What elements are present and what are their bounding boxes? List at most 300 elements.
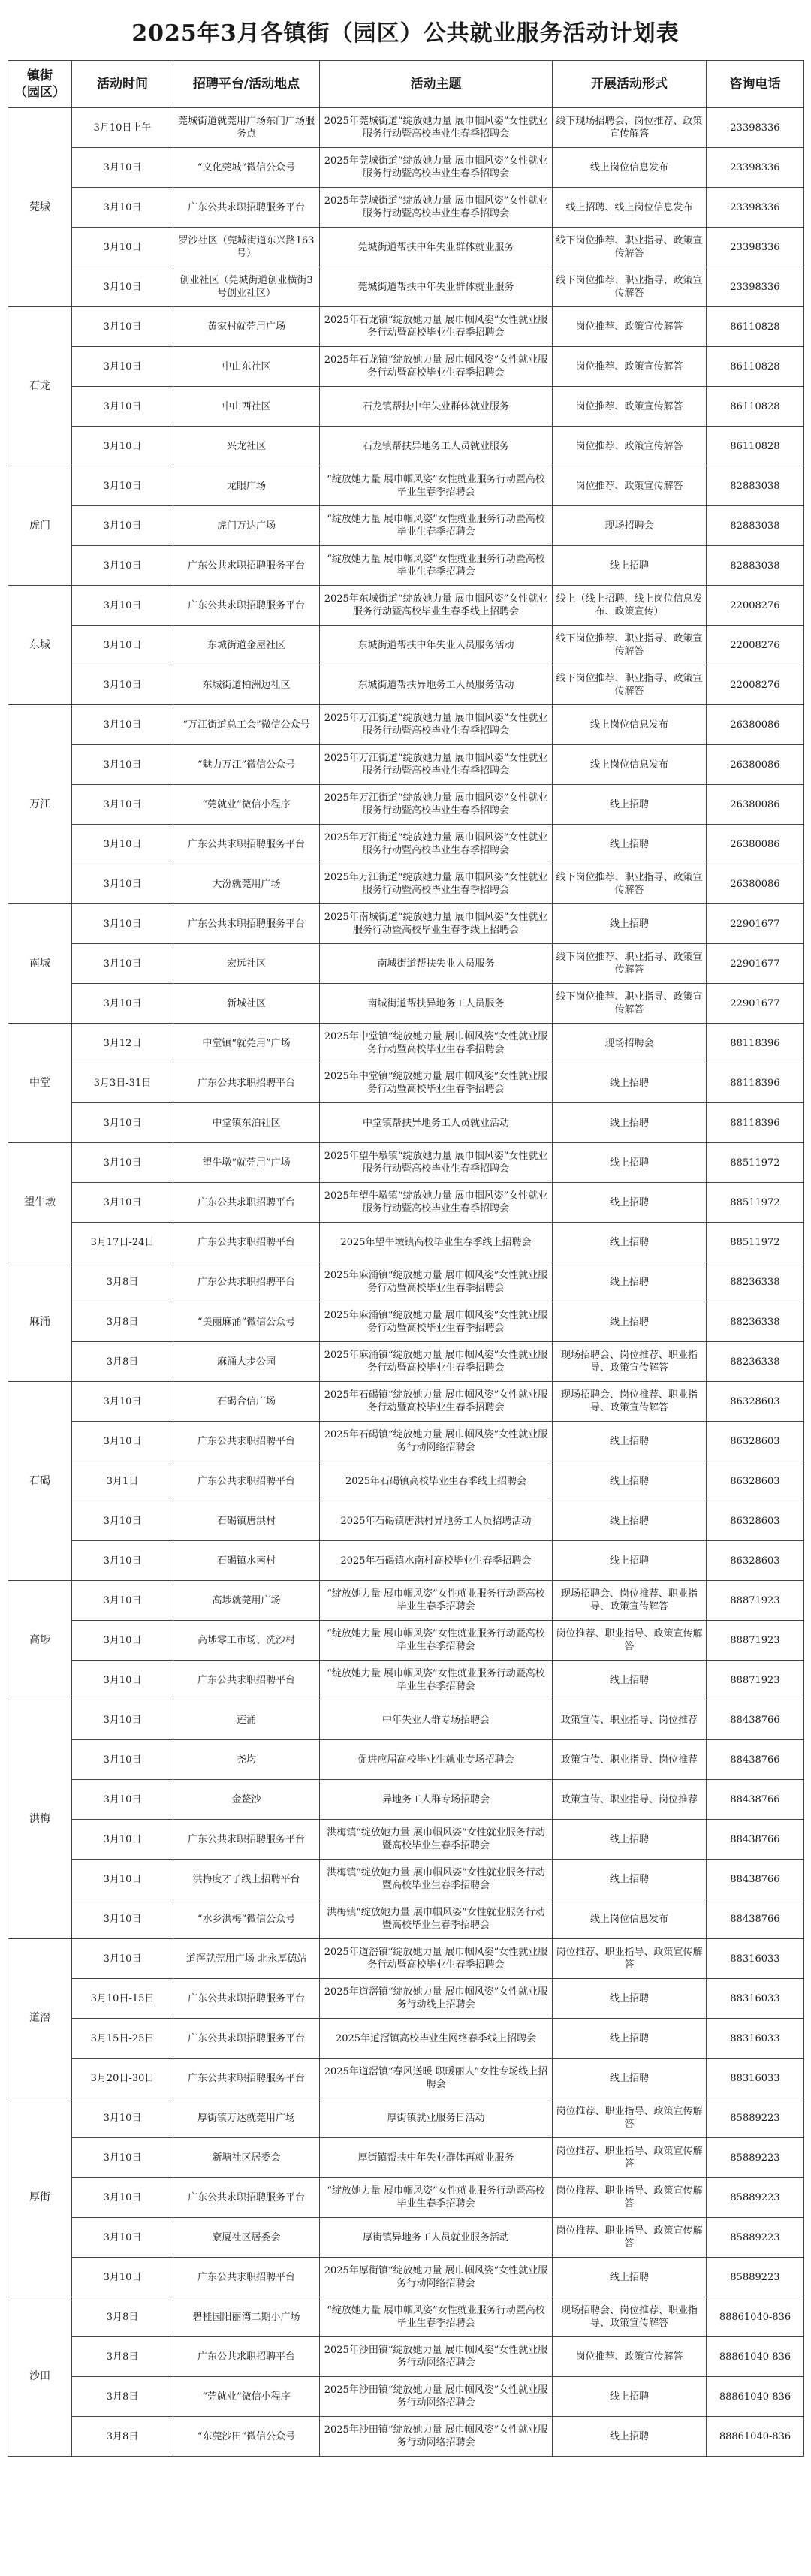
cell-town: 洪梅 xyxy=(8,1700,72,1939)
cell-activity-time: 3月10日 xyxy=(72,1183,173,1223)
cell-town: 麻涌 xyxy=(8,1262,72,1382)
cell-phone: 88511972 xyxy=(707,1183,804,1223)
cell-activity-theme: 厚街镇异地务工人员就业服务活动 xyxy=(320,2218,553,2258)
cell-phone: 85889223 xyxy=(707,2258,804,2297)
cell-activity-form: 线下岗位推荐、职业指导、政策宣传解答 xyxy=(553,864,707,904)
cell-activity-form: 政策宣传、职业指导、岗位推荐 xyxy=(553,1700,707,1740)
cell-activity-theme: “绽放她力量 展巾帼风姿”女性就业服务行动暨高校毕业生春季招聘会 xyxy=(320,546,553,586)
table-row xyxy=(8,944,804,984)
cell-town: 东城 xyxy=(8,586,72,705)
cell-platform-location: “魅力万江”微信公众号 xyxy=(173,745,320,785)
table-row xyxy=(8,2258,804,2297)
cell-platform-location: 莲涌 xyxy=(173,1700,320,1740)
cell-town: 石碣 xyxy=(8,1382,72,1581)
cell-platform-location: 高埗就莞用广场 xyxy=(173,1581,320,1621)
table-row xyxy=(8,785,804,825)
cell-activity-time: 3月12日 xyxy=(72,1024,173,1063)
cell-activity-theme: 中堂镇帮扶异地务工人员就业活动 xyxy=(320,1103,553,1143)
cell-activity-time: 3月10日 xyxy=(72,1661,173,1700)
cell-phone: 23398336 xyxy=(707,267,804,307)
cell-activity-form: 现场招聘会 xyxy=(553,506,707,546)
cell-phone: 88861040-836 xyxy=(707,2377,804,2417)
cell-phone: 88511972 xyxy=(707,1223,804,1262)
table-row xyxy=(8,267,804,307)
cell-town: 莞城 xyxy=(8,108,72,307)
cell-activity-theme: 2025年道滘镇“绽放她力量 展巾帼风姿”女性就业服务行动线上招聘会 xyxy=(320,1979,553,2019)
cell-activity-theme: “绽放她力量 展巾帼风姿”女性就业服务行动暨高校毕业生春季招聘会 xyxy=(320,506,553,546)
table-body xyxy=(8,108,804,2457)
table-row xyxy=(8,2019,804,2059)
cell-phone: 86110828 xyxy=(707,307,804,347)
cell-activity-theme: “绽放她力量 展巾帼风姿”女性就业服务行动暨高校毕业生春季招聘会 xyxy=(320,1661,553,1700)
cell-phone: 88316033 xyxy=(707,1939,804,1979)
cell-activity-theme: 促进应届高校毕业生就业专场招聘会 xyxy=(320,1740,553,1780)
cell-activity-form: 现场招聘会 xyxy=(553,1024,707,1063)
cell-platform-location: 广东公共求职招聘服务平台 xyxy=(173,1820,320,1860)
cell-platform-location: 新城社区 xyxy=(173,984,320,1024)
cell-platform-location: 高埗零工市场、冼沙村 xyxy=(173,1621,320,1661)
cell-platform-location: 广东公共求职招聘平台 xyxy=(173,1661,320,1700)
cell-town: 高埗 xyxy=(8,1581,72,1700)
table-row xyxy=(8,1860,804,1899)
cell-activity-time: 3月8日 xyxy=(72,2297,173,2337)
cell-phone: 26380086 xyxy=(707,745,804,785)
cell-platform-location: 莞城街道就莞用广场东门广场服务点 xyxy=(173,108,320,148)
cell-activity-form: 线上招聘 xyxy=(553,2417,707,2457)
cell-activity-form: 线上招聘 xyxy=(553,825,707,864)
cell-activity-form: 线上招聘、线上岗位信息发布 xyxy=(553,188,707,228)
cell-activity-time: 3月10日 xyxy=(72,546,173,586)
cell-activity-form: 岗位推荐、职业指导、政策宣传解答 xyxy=(553,2098,707,2138)
table-row xyxy=(8,586,804,626)
cell-phone: 26380086 xyxy=(707,785,804,825)
cell-activity-form: 线上岗位信息发布 xyxy=(553,705,707,745)
header-activity-time: 活动时间 xyxy=(72,61,173,108)
cell-activity-form: 线上招聘 xyxy=(553,1661,707,1700)
cell-phone: 22008276 xyxy=(707,586,804,626)
cell-phone: 88316033 xyxy=(707,1979,804,2019)
cell-activity-time: 3月10日 xyxy=(72,148,173,188)
table-row xyxy=(8,1621,804,1661)
cell-activity-form: 线上招聘 xyxy=(553,546,707,586)
cell-platform-location: 广东公共求职招聘服务平台 xyxy=(173,188,320,228)
cell-activity-time: 3月10日 xyxy=(72,506,173,546)
cell-platform-location: 金鳌沙 xyxy=(173,1780,320,1820)
cell-platform-location: 东城街道柏洲边社区 xyxy=(173,665,320,705)
header-town: 镇街 （园区） xyxy=(8,61,72,108)
cell-activity-form: 岗位推荐、职业指导、政策宣传解答 xyxy=(553,2138,707,2178)
cell-activity-time: 3月10日 xyxy=(72,745,173,785)
cell-phone: 85889223 xyxy=(707,2218,804,2258)
cell-activity-form: 岗位推荐、政策宣传解答 xyxy=(553,466,707,506)
cell-activity-theme: 2025年万江街道“绽放她力量 展巾帼风姿”女性就业服务行动暨高校毕业生春季招聘会 xyxy=(320,785,553,825)
table-row xyxy=(8,1740,804,1780)
cell-activity-theme: 2025年沙田镇“绽放她力量 展巾帼风姿”女性就业服务行动网络招聘会 xyxy=(320,2417,553,2457)
cell-activity-form: 线上招聘 xyxy=(553,1501,707,1541)
cell-activity-theme: 2025年南城街道“绽放她力量 展巾帼风姿”女性就业服务行动暨高校毕业生春季线上招聘会 xyxy=(320,904,553,944)
cell-activity-time: 3月10日 xyxy=(72,1143,173,1183)
cell-activity-form: 现场招聘会、岗位推荐、职业指导、政策宣传解答 xyxy=(553,1382,707,1422)
cell-activity-form: 岗位推荐、职业指导、政策宣传解答 xyxy=(553,2178,707,2218)
cell-activity-time: 3月17日-24日 xyxy=(72,1223,173,1262)
cell-activity-theme: 2025年麻涌镇“绽放她力量 展巾帼风姿”女性就业服务行动暨高校毕业生春季招聘会 xyxy=(320,1262,553,1302)
cell-activity-time: 3月8日 xyxy=(72,1262,173,1302)
cell-platform-location: 麻涌大步公园 xyxy=(173,1342,320,1382)
cell-phone: 88861040-836 xyxy=(707,2337,804,2377)
cell-phone: 88861040-836 xyxy=(707,2297,804,2337)
cell-phone: 86328603 xyxy=(707,1501,804,1541)
cell-platform-location: 广东公共求职招聘服务平台 xyxy=(173,2178,320,2218)
table-row xyxy=(8,2218,804,2258)
cell-activity-theme: 东城街道帮扶中年失业人员服务活动 xyxy=(320,626,553,665)
cell-phone: 23398336 xyxy=(707,108,804,148)
cell-activity-time: 3月10日 xyxy=(72,387,173,427)
cell-phone: 88236338 xyxy=(707,1342,804,1382)
cell-activity-time: 3月15日-25日 xyxy=(72,2019,173,2059)
cell-activity-theme: 东城街道帮扶异地务工人员服务活动 xyxy=(320,665,553,705)
cell-activity-theme: 2025年望牛墩镇高校毕业生春季线上招聘会 xyxy=(320,1223,553,1262)
cell-phone: 88438766 xyxy=(707,1780,804,1820)
table-row xyxy=(8,1183,804,1223)
table-row xyxy=(8,1143,804,1183)
table-row xyxy=(8,864,804,904)
cell-activity-form: 线上招聘 xyxy=(553,1541,707,1581)
cell-activity-theme: 石龙镇帮扶中年失业群体就业服务 xyxy=(320,387,553,427)
cell-activity-form: 线下岗位推荐、职业指导、政策宣传解答 xyxy=(553,984,707,1024)
cell-phone: 88871923 xyxy=(707,1661,804,1700)
cell-activity-theme: 厚街镇就业服务日活动 xyxy=(320,2098,553,2138)
cell-activity-theme: 2025年麻涌镇“绽放她力量 展巾帼风姿”女性就业服务行动暨高校毕业生春季招聘会 xyxy=(320,1342,553,1382)
cell-activity-time: 3月10日 xyxy=(72,1700,173,1740)
cell-platform-location: 尧均 xyxy=(173,1740,320,1780)
cell-activity-time: 3月10日 xyxy=(72,2258,173,2297)
cell-town: 虎门 xyxy=(8,466,72,586)
cell-platform-location: 广东公共求职招聘平台 xyxy=(173,2258,320,2297)
table-row xyxy=(8,2098,804,2138)
cell-activity-time: 3月10日 xyxy=(72,2218,173,2258)
cell-activity-form: 线上招聘 xyxy=(553,785,707,825)
table-row xyxy=(8,2138,804,2178)
cell-activity-theme: 2025年莞城街道“绽放她力量 展巾帼风姿”女性就业服务行动暨高校毕业生春季招聘会 xyxy=(320,148,553,188)
cell-platform-location: 虎门万达广场 xyxy=(173,506,320,546)
cell-activity-theme: 2025年东城街道“绽放她力量 展巾帼风姿”女性就业服务行动暨高校毕业生春季线上招聘会 xyxy=(320,586,553,626)
cell-activity-time: 3月10日 xyxy=(72,864,173,904)
cell-activity-theme: 中年失业人群专场招聘会 xyxy=(320,1700,553,1740)
cell-activity-time: 3月8日 xyxy=(72,2377,173,2417)
cell-activity-form: 岗位推荐、政策宣传解答 xyxy=(553,2337,707,2377)
table-row xyxy=(8,2178,804,2218)
cell-activity-time: 3月10日 xyxy=(72,984,173,1024)
cell-activity-form: 线下岗位推荐、职业指导、政策宣传解答 xyxy=(553,944,707,984)
cell-platform-location: “万江街道总工会”微信公众号 xyxy=(173,705,320,745)
cell-platform-location: 广东公共求职招聘平台 xyxy=(173,1223,320,1262)
table-row xyxy=(8,1899,804,1939)
cell-activity-time: 3月10日 xyxy=(72,1820,173,1860)
cell-activity-theme: 2025年道滘镇“绽放她力量 展巾帼风姿”女性就业服务行动暨高校毕业生春季招聘会 xyxy=(320,1939,553,1979)
cell-activity-theme: 南城街道帮扶失业人员服务 xyxy=(320,944,553,984)
cell-platform-location: 创业社区（莞城街道创业横街3号创业社区） xyxy=(173,267,320,307)
cell-activity-form: 岗位推荐、政策宣传解答 xyxy=(553,387,707,427)
cell-platform-location: 广东公共求职招聘平台 xyxy=(173,1183,320,1223)
table-row xyxy=(8,1103,804,1143)
cell-activity-form: 线下岗位推荐、职业指导、政策宣传解答 xyxy=(553,228,707,267)
cell-activity-form: 线上岗位信息发布 xyxy=(553,148,707,188)
cell-activity-theme: 2025年万江街道“绽放她力量 展巾帼风姿”女性就业服务行动暨高校毕业生春季招聘会 xyxy=(320,745,553,785)
cell-activity-theme: 2025年沙田镇“绽放她力量 展巾帼风姿”女性就业服务行动网络招聘会 xyxy=(320,2337,553,2377)
cell-activity-theme: 2025年万江街道“绽放她力量 展巾帼风姿”女性就业服务行动暨高校毕业生春季招聘会 xyxy=(320,705,553,745)
cell-activity-time: 3月10日 xyxy=(72,626,173,665)
cell-phone: 85889223 xyxy=(707,2098,804,2138)
cell-activity-theme: 2025年石碣镇“绽放她力量 展巾帼风姿”女性就业服务行动网络招聘会 xyxy=(320,1422,553,1461)
cell-platform-location: 石碣镇水南村 xyxy=(173,1541,320,1581)
cell-phone: 88438766 xyxy=(707,1740,804,1780)
cell-activity-time: 3月8日 xyxy=(72,2417,173,2457)
table-row xyxy=(8,1024,804,1063)
cell-phone: 23398336 xyxy=(707,188,804,228)
cell-activity-form: 线上岗位信息发布 xyxy=(553,745,707,785)
cell-phone: 86328603 xyxy=(707,1461,804,1501)
cell-activity-theme: 2025年石龙镇“绽放她力量 展巾帼风姿”女性就业服务行动暨高校毕业生春季招聘会 xyxy=(320,347,553,387)
table-row xyxy=(8,108,804,148)
cell-activity-time: 3月10日-15日 xyxy=(72,1979,173,2019)
cell-activity-form: 岗位推荐、职业指导、政策宣传解答 xyxy=(553,1939,707,1979)
cell-town: 石龙 xyxy=(8,307,72,466)
cell-phone: 82883038 xyxy=(707,466,804,506)
cell-activity-form: 岗位推荐、政策宣传解答 xyxy=(553,427,707,466)
cell-town: 沙田 xyxy=(8,2297,72,2457)
cell-activity-form: 线上招聘 xyxy=(553,1820,707,1860)
cell-platform-location: 广东公共求职招聘服务平台 xyxy=(173,1979,320,2019)
cell-activity-form: 政策宣传、职业指导、岗位推荐 xyxy=(553,1740,707,1780)
cell-phone: 86328603 xyxy=(707,1541,804,1581)
cell-phone: 86328603 xyxy=(707,1422,804,1461)
cell-platform-location: 广东公共求职招聘服务平台 xyxy=(173,2019,320,2059)
table-row xyxy=(8,466,804,506)
cell-activity-time: 3月8日 xyxy=(72,1302,173,1342)
cell-phone: 22901677 xyxy=(707,984,804,1024)
table-row xyxy=(8,2377,804,2417)
cell-activity-theme: 2025年石碣镇唐洪村异地务工人员招聘活动 xyxy=(320,1501,553,1541)
cell-platform-location: 广东公共求职招聘平台 xyxy=(173,1063,320,1103)
cell-platform-location: 罗沙社区（莞城街道东兴路163号） xyxy=(173,228,320,267)
cell-activity-form: 线上招聘 xyxy=(553,2377,707,2417)
cell-activity-theme: 洪梅镇“绽放她力量 展巾帼风姿”女性就业服务行动暨高校毕业生春季招聘会 xyxy=(320,1820,553,1860)
cell-activity-time: 3月10日 xyxy=(72,2178,173,2218)
cell-activity-theme: 2025年石龙镇“绽放她力量 展巾帼风姿”女性就业服务行动暨高校毕业生春季招聘会 xyxy=(320,307,553,347)
cell-phone: 88118396 xyxy=(707,1103,804,1143)
table-row xyxy=(8,1262,804,1302)
cell-activity-time: 3月10日 xyxy=(72,825,173,864)
cell-town: 望牛墩 xyxy=(8,1143,72,1262)
table-row xyxy=(8,427,804,466)
cell-activity-form: 岗位推荐、政策宣传解答 xyxy=(553,347,707,387)
table-row xyxy=(8,2417,804,2457)
activity-plan-table xyxy=(8,60,804,2457)
table-row xyxy=(8,1422,804,1461)
cell-phone: 26380086 xyxy=(707,705,804,745)
cell-activity-theme: “绽放她力量 展巾帼风姿”女性就业服务行动暨高校毕业生春季招聘会 xyxy=(320,2297,553,2337)
cell-activity-form: 线上招聘 xyxy=(553,1422,707,1461)
cell-platform-location: 道滘就莞用广场-北永厚德站 xyxy=(173,1939,320,1979)
cell-town: 中堂 xyxy=(8,1024,72,1143)
cell-phone: 22008276 xyxy=(707,626,804,665)
cell-activity-theme: 洪梅镇“绽放她力量 展巾帼风姿”女性就业服务行动暨高校毕业生春季招聘会 xyxy=(320,1899,553,1939)
cell-platform-location: 大汾就莞用广场 xyxy=(173,864,320,904)
cell-activity-form: 政策宣传、职业指导、岗位推荐 xyxy=(553,1780,707,1820)
cell-phone: 86110828 xyxy=(707,427,804,466)
cell-platform-location: “美丽麻涌”微信公众号 xyxy=(173,1302,320,1342)
cell-town: 万江 xyxy=(8,705,72,904)
cell-activity-theme: 异地务工人群专场招聘会 xyxy=(320,1780,553,1820)
cell-phone: 22901677 xyxy=(707,904,804,944)
table-row xyxy=(8,1302,804,1342)
cell-activity-theme: 2025年莞城街道“绽放她力量 展巾帼风姿”女性就业服务行动暨高校毕业生春季招聘会 xyxy=(320,188,553,228)
page-title: 2025年3月各镇街（园区）公共就业服务活动计划表 xyxy=(131,20,680,47)
table-row xyxy=(8,1661,804,1700)
cell-platform-location: 广东公共求职招聘平台 xyxy=(173,1262,320,1302)
cell-activity-theme: 洪梅镇“绽放她力量 展巾帼风姿”女性就业服务行动暨高校毕业生春季招聘会 xyxy=(320,1860,553,1899)
cell-platform-location: 广东公共求职招聘平台 xyxy=(173,2337,320,2377)
cell-activity-form: 线上招聘 xyxy=(553,1103,707,1143)
table-row xyxy=(8,546,804,586)
cell-activity-theme: 2025年望牛墩镇“绽放她力量 展巾帼风姿”女性就业服务行动暨高校毕业生春季招聘会 xyxy=(320,1143,553,1183)
cell-platform-location: 广东公共求职招聘平台 xyxy=(173,1461,320,1501)
table-row xyxy=(8,626,804,665)
cell-activity-theme: 2025年中堂镇“绽放她力量 展巾帼风姿”女性就业服务行动暨高校毕业生春季招聘会 xyxy=(320,1063,553,1103)
table-row xyxy=(8,1382,804,1422)
cell-platform-location: 碧桂园阳丽湾二期小广场 xyxy=(173,2297,320,2337)
cell-activity-form: 线上（线上招聘，线上岗位信息发布、政策宣传） xyxy=(553,586,707,626)
cell-platform-location: 厚街镇万达就莞用广场 xyxy=(173,2098,320,2138)
cell-activity-time: 3月10日 xyxy=(72,904,173,944)
cell-activity-form: 岗位推荐、政策宣传解答 xyxy=(553,307,707,347)
cell-activity-theme: 2025年石碣镇水南村高校毕业生春季招聘会 xyxy=(320,1541,553,1581)
cell-activity-time: 3月10日 xyxy=(72,2098,173,2138)
cell-activity-form: 线上招聘 xyxy=(553,1143,707,1183)
table-row xyxy=(8,665,804,705)
table-row xyxy=(8,228,804,267)
table-row xyxy=(8,745,804,785)
cell-activity-form: 线上招聘 xyxy=(553,1063,707,1103)
cell-activity-theme: 南城街道帮扶异地务工人员服务 xyxy=(320,984,553,1024)
table-header xyxy=(8,61,804,108)
cell-activity-form: 线上招聘 xyxy=(553,2019,707,2059)
cell-activity-theme: 2025年麻涌镇“绽放她力量 展巾帼风姿”女性就业服务行动暨高校毕业生春季招聘会 xyxy=(320,1302,553,1342)
cell-activity-time: 3月10日 xyxy=(72,1382,173,1422)
table-row xyxy=(8,984,804,1024)
table-row xyxy=(8,1223,804,1262)
cell-activity-form: 线下岗位推荐、职业指导、政策宣传解答 xyxy=(553,665,707,705)
cell-town: 厚街 xyxy=(8,2098,72,2297)
cell-platform-location: 中山西社区 xyxy=(173,387,320,427)
cell-phone: 88316033 xyxy=(707,2059,804,2098)
cell-activity-form: 现场招聘会、岗位推荐、职业指导、政策宣传解答 xyxy=(553,1581,707,1621)
table-row xyxy=(8,1342,804,1382)
cell-phone: 82883038 xyxy=(707,506,804,546)
table-row xyxy=(8,1780,804,1820)
cell-platform-location: 望牛墩“就莞用”广场 xyxy=(173,1143,320,1183)
cell-activity-theme: 2025年道滘镇高校毕业生网络春季线上招聘会 xyxy=(320,2019,553,2059)
cell-platform-location: “莞就业”微信小程序 xyxy=(173,785,320,825)
cell-phone: 82883038 xyxy=(707,546,804,586)
cell-activity-theme: 石龙镇帮扶异地务工人员就业服务 xyxy=(320,427,553,466)
cell-platform-location: 广东公共求职招聘服务平台 xyxy=(173,2059,320,2098)
cell-phone: 88871923 xyxy=(707,1621,804,1661)
cell-activity-time: 3月10日 xyxy=(72,1780,173,1820)
cell-phone: 22901677 xyxy=(707,944,804,984)
cell-activity-time: 3月10日 xyxy=(72,1501,173,1541)
cell-activity-time: 3月8日 xyxy=(72,1342,173,1382)
table-row xyxy=(8,148,804,188)
cell-activity-theme: 2025年万江街道“绽放她力量 展巾帼风姿”女性就业服务行动暨高校毕业生春季招聘会 xyxy=(320,825,553,864)
cell-activity-time: 3月8日 xyxy=(72,2337,173,2377)
cell-activity-time: 3月10日 xyxy=(72,1422,173,1461)
cell-platform-location: 广东公共求职招聘服务平台 xyxy=(173,904,320,944)
cell-activity-form: 线上招聘 xyxy=(553,1302,707,1342)
cell-activity-theme: 莞城街道帮扶中年失业群体就业服务 xyxy=(320,228,553,267)
cell-activity-theme: 2025年石碣镇“绽放她力量 展巾帼风姿”女性就业服务行动暨高校毕业生春季招聘会 xyxy=(320,1382,553,1422)
cell-phone: 23398336 xyxy=(707,228,804,267)
cell-platform-location: 广东公共求职招聘服务平台 xyxy=(173,546,320,586)
cell-phone: 86110828 xyxy=(707,347,804,387)
cell-phone: 88438766 xyxy=(707,1860,804,1899)
cell-activity-time: 3月3日-31日 xyxy=(72,1063,173,1103)
cell-town: 道滘 xyxy=(8,1939,72,2098)
cell-activity-form: 岗位推荐、职业指导、政策宣传解答 xyxy=(553,2218,707,2258)
cell-activity-form: 线上招聘 xyxy=(553,1979,707,2019)
cell-activity-time: 3月10日 xyxy=(72,586,173,626)
table-row xyxy=(8,506,804,546)
cell-activity-time: 3月10日上午 xyxy=(72,108,173,148)
cell-platform-location: “莞就业”微信小程序 xyxy=(173,2377,320,2417)
table-row xyxy=(8,1501,804,1541)
cell-platform-location: 龙眼广场 xyxy=(173,466,320,506)
cell-phone: 23398336 xyxy=(707,148,804,188)
cell-activity-form: 线上招聘 xyxy=(553,1860,707,1899)
cell-activity-theme: “绽放她力量 展巾帼风姿”女性就业服务行动暨高校毕业生春季招聘会 xyxy=(320,1581,553,1621)
table-row xyxy=(8,825,804,864)
cell-platform-location: 广东公共求职招聘服务平台 xyxy=(173,825,320,864)
cell-phone: 85889223 xyxy=(707,2178,804,2218)
cell-activity-time: 3月10日 xyxy=(72,347,173,387)
cell-activity-form: 线下岗位推荐、职业指导、政策宣传解答 xyxy=(553,626,707,665)
cell-activity-time: 3月10日 xyxy=(72,1621,173,1661)
cell-phone: 88236338 xyxy=(707,1262,804,1302)
cell-platform-location: 石碣镇唐洪村 xyxy=(173,1501,320,1541)
cell-activity-theme: 2025年万江街道“绽放她力量 展巾帼风姿”女性就业服务行动暨高校毕业生春季招聘会 xyxy=(320,864,553,904)
cell-activity-time: 3月10日 xyxy=(72,705,173,745)
table-row xyxy=(8,904,804,944)
cell-activity-time: 3月10日 xyxy=(72,1860,173,1899)
cell-activity-theme: 莞城街道帮扶中年失业群体就业服务 xyxy=(320,267,553,307)
header-platform-location: 招聘平台/活动地点 xyxy=(173,61,320,108)
header-activity-theme: 活动主题 xyxy=(320,61,553,108)
cell-activity-theme: 2025年莞城街道“绽放她力量 展巾帼风姿”女性就业服务行动暨高校毕业生春季招聘会 xyxy=(320,108,553,148)
cell-phone: 88438766 xyxy=(707,1899,804,1939)
cell-platform-location: 东城街道金屋社区 xyxy=(173,626,320,665)
cell-activity-time: 3月10日 xyxy=(72,307,173,347)
cell-activity-time: 3月10日 xyxy=(72,1103,173,1143)
table-row xyxy=(8,1063,804,1103)
cell-activity-theme: 2025年沙田镇“绽放她力量 展巾帼风姿”女性就业服务行动网络招聘会 xyxy=(320,2377,553,2417)
cell-activity-theme: “绽放她力量 展巾帼风姿”女性就业服务行动暨高校毕业生春季招聘会 xyxy=(320,466,553,506)
table-row xyxy=(8,705,804,745)
cell-phone: 88236338 xyxy=(707,1302,804,1342)
cell-activity-theme: 2025年厚街镇“绽放她力量 展巾帼风姿”女性就业服务行动网络招聘会 xyxy=(320,2258,553,2297)
table-row xyxy=(8,1939,804,1979)
cell-activity-time: 3月1日 xyxy=(72,1461,173,1501)
cell-phone: 26380086 xyxy=(707,825,804,864)
